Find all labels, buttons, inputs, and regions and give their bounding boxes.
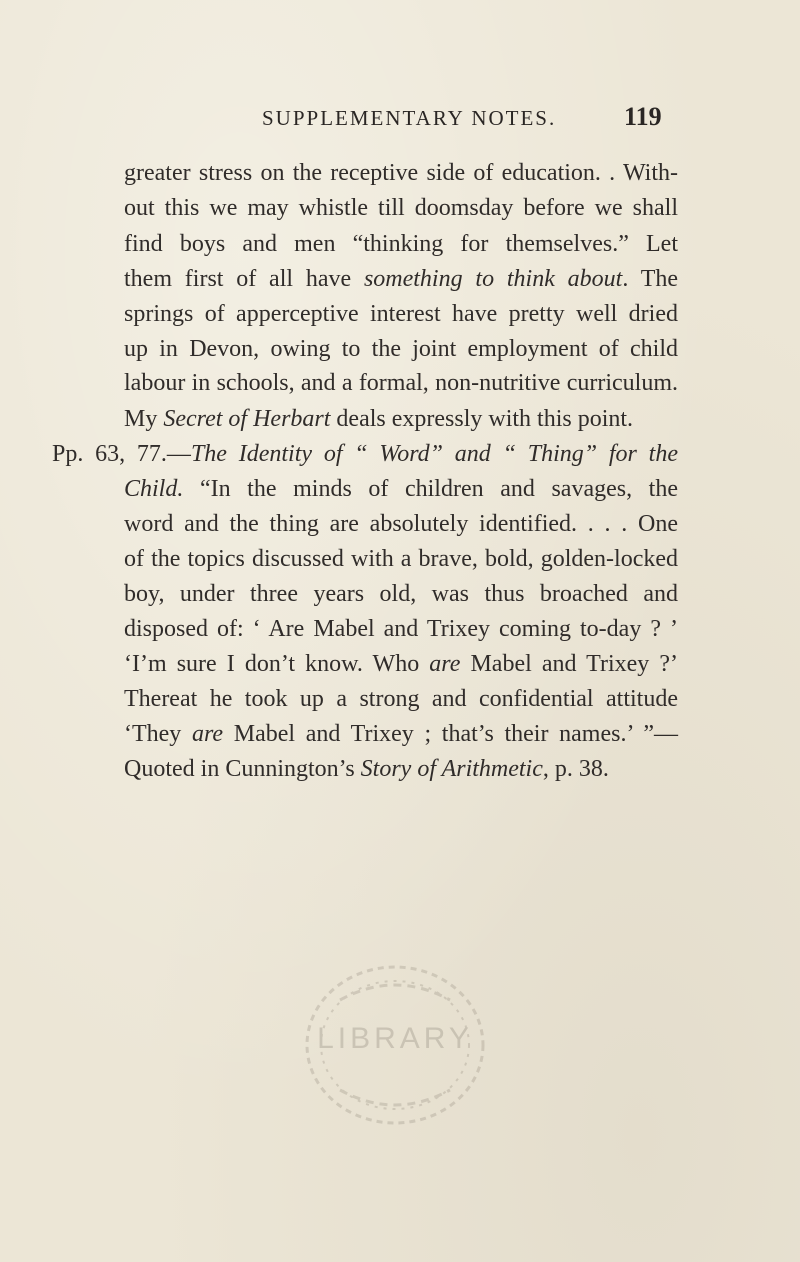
text-line: boy, under three years old, was thus broached and: [124, 581, 678, 607]
stamp-text: LIBRARY: [317, 1022, 473, 1055]
text-line: word and the thing are absolutely identified. . . . One: [124, 511, 678, 537]
text-line: ‘I’m sure I don’t know. Who are Mabel and Trixey ?’: [124, 651, 678, 677]
text-line: Quoted in Cunnington’s Story of Arithmetic, p. 38.: [124, 756, 609, 782]
text-line: ‘They are Mabel and Trixey ; that’s their names.’ ”—: [124, 721, 678, 747]
text-line: Child. “In the minds of children and savages, the: [124, 476, 678, 502]
note-heading-line: Pp. 63, 77.—The Identity of “ Word” and “ Thing” for the: [52, 441, 678, 467]
running-head: SUPPLEMENTARY NOTES.: [262, 106, 557, 130]
text-line: labour in schools, and a formal, non-nutritive curriculum.: [124, 370, 678, 396]
text-line: springs of apperceptive interest have pretty well dried: [124, 301, 678, 327]
text-line: greater stress on the receptive side of education. . With-: [124, 160, 678, 186]
text-line: out this we may whistle till doomsday before we shall: [124, 195, 678, 221]
library-stamp: [300, 960, 490, 1130]
text-line: of the topics discussed with a brave, bold, golden-locked: [124, 546, 678, 572]
text-line: My Secret of Herbart deals expressly with this point.: [124, 406, 634, 432]
text-line: them first of all have something to think about. The: [124, 266, 679, 292]
text-line: Thereat he took up a strong and confidential attitude: [124, 686, 678, 712]
text-line: find boys and men “thinking for themselves.” Let: [124, 231, 678, 257]
page-number: 119: [624, 102, 662, 131]
text-line: up in Devon, owing to the joint employment of child: [124, 336, 678, 362]
text-line: disposed of: ‘ Are Mabel and Trixey coming to-day ? ’: [124, 616, 678, 642]
